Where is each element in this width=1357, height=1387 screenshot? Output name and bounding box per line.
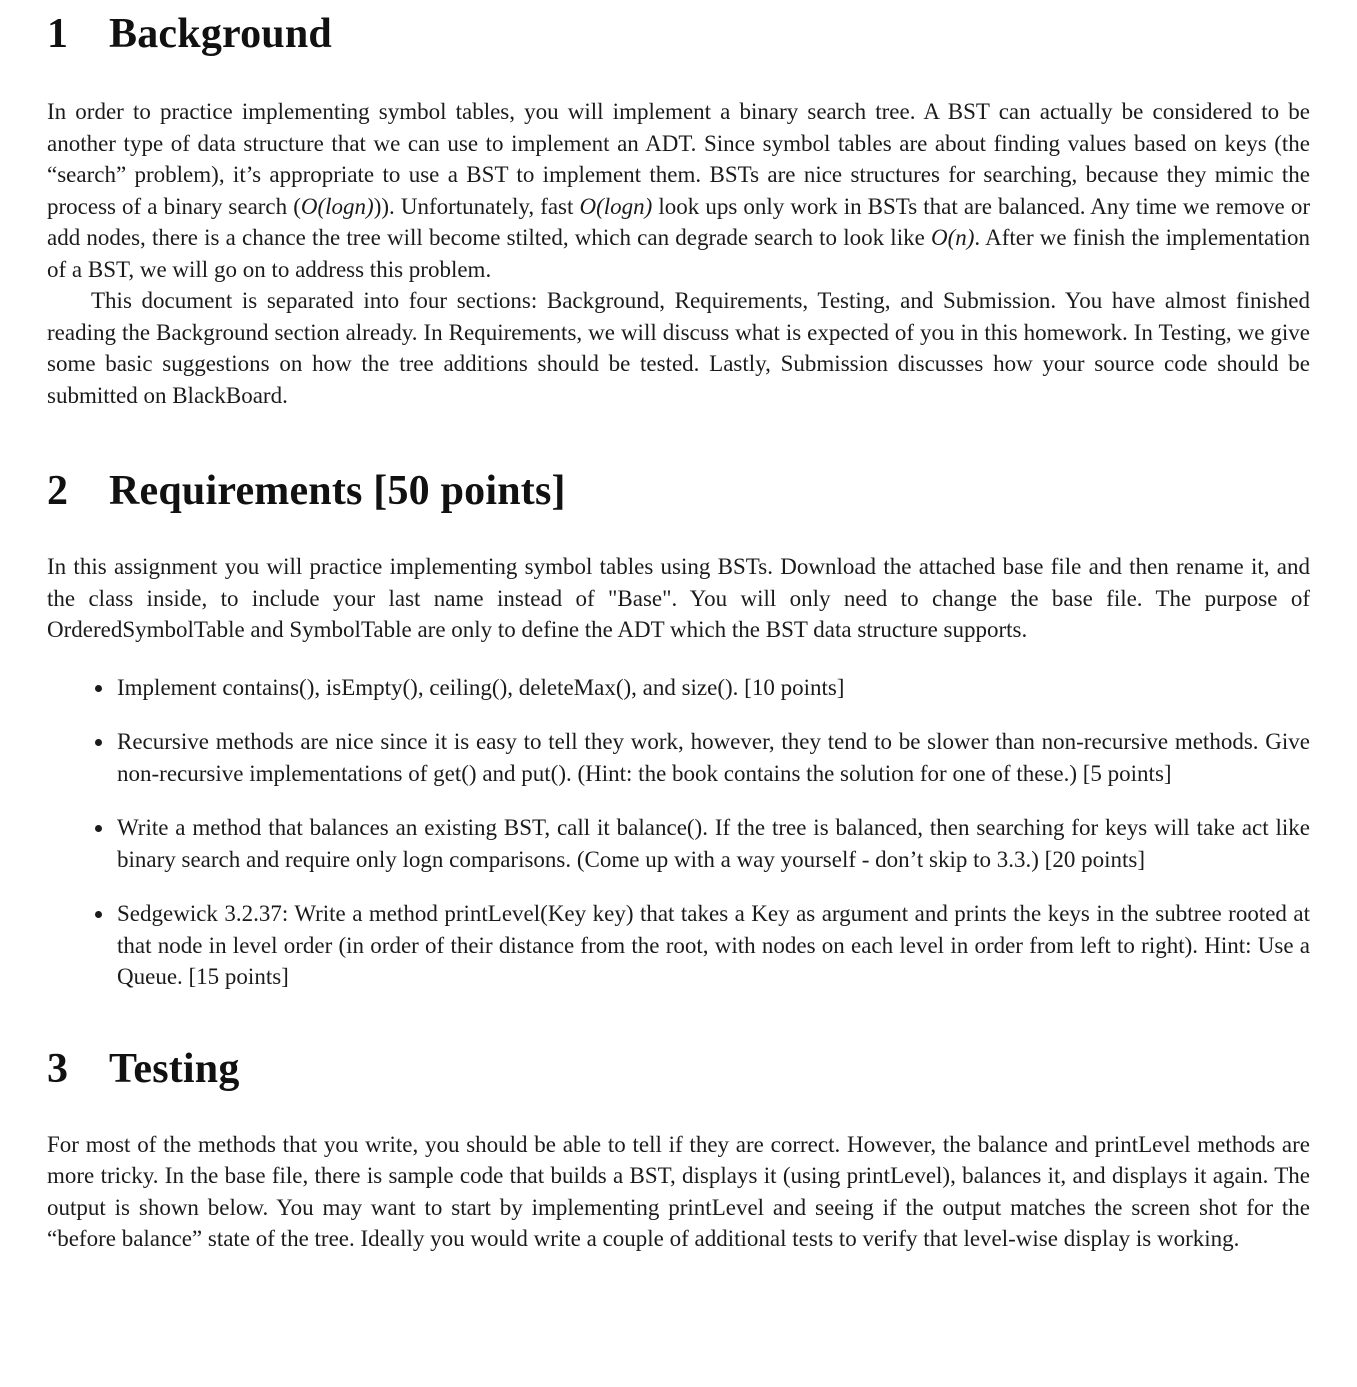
requirements-intro-paragraph <box>47 551 1310 646</box>
text-segment: look ups only work in BSTs that are balanced. Any time we remove or add nodes, there is a chance the tree will become stilted, which can degrade search to look like <box>47 193 1310 251</box>
requirements-bullet-list <box>47 672 1310 993</box>
section-background <box>47 12 1310 411</box>
section-2-number: 2 <box>47 468 69 515</box>
math-inline: O(logn) <box>579 193 653 219</box>
text-segment: Implement contains(), isEmpty(), ceiling(), deleteMax(), and size(). [10 points] <box>117 674 845 700</box>
text-segment: Recursive methods are nice since it is easy to tell they work, however, they tend to be slower than non-recursive methods. Give non-recursive implementations of get() and put(). (Hint: the book contains the solution for one of these.) [5 points] <box>117 729 1310 786</box>
requirement-item-nonrecursive <box>115 726 1310 789</box>
section-2-heading <box>47 469 1310 513</box>
background-paragraph-2 <box>47 285 1310 411</box>
section-3-number: 3 <box>47 1045 69 1092</box>
text-segment: Write a method that balances an existing BST, call it balance(). If the tree is balanced, then searching for keys will take act like binary search and require only logn comparisons. (Come up with a way yourself - don’t skip to 3.3.) [20 points] <box>117 815 1310 872</box>
text-segment: Sedgewick 3.2.37: Write a method printLevel(Key key) that takes a Key as argument and prints the keys in the subtree rooted at that node in level order (in order of their distance from the root, with nodes on each level in order from left to right). Hint: Use a Queue. [15 points] <box>117 901 1310 990</box>
section-1-title: Background <box>109 11 332 57</box>
section-2-title: Requirements [50 points] <box>109 468 566 515</box>
text-segment: In this assignment you will practice implementing symbol tables using BSTs. Download the attached base file and then rename it, and the class inside, to include your last name instead of "Base". You will only need to change the base file. The purpose of OrderedSymbolTable and SymbolTable are only to define the ADT which the BST data structure supports. <box>47 554 1310 643</box>
background-paragraph-1 <box>47 96 1310 285</box>
text-segment: For most of the methods that you write, you should be able to tell if they are correct. However, the balance and printLevel methods are more tricky. In the base file, there is sample code that builds a BST, displays it (using printLevel), balances it, and displays it again. The output is shown below. You may want to start by implementing printLevel and seeing if the output matches the screen shot for the “before balance” state of the tree. Ideally you would write a couple of additional tests to verify that level-wise display is working. <box>47 1131 1310 1252</box>
text-segment: In order to practice implementing symbol tables, you will implement a binary search tree. A BST can actually be considered to be another type of data structure that we can use to implement an ADT. Since symbol tables are about finding values based on keys (the “search” problem), it’s appropriate to use a BST to implement them. BSTs are nice structures for searching, because they mimic the process of a binary search ( <box>47 99 1310 219</box>
section-1-number: 1 <box>47 11 69 57</box>
math-inline: O(logn) <box>300 193 374 219</box>
text-segment: . After we finish the implementation of a BST, we will go on to address this problem. <box>47 225 1311 282</box>
requirement-item-balance <box>115 812 1310 875</box>
testing-paragraph <box>47 1129 1310 1255</box>
section-3-heading <box>47 1047 1310 1091</box>
text-segment: )). Unfortunately, fast <box>373 193 580 219</box>
section-testing <box>47 1047 1310 1255</box>
math-inline: O(n) <box>930 225 975 251</box>
requirement-item-implement-methods <box>115 672 1310 704</box>
requirement-item-printlevel <box>115 898 1310 993</box>
section-1-heading <box>47 12 1310 56</box>
text-segment: This document is separated into four sections: Background, Requirements, Testing, and Submission. You have almost finished reading the Background section already. In Requirements, we will discuss what is expected of you in this homework. In Testing, we give some basic suggestions on how the tree additions should be tested. Lastly, Submission discusses how your source code should be submitted on BlackBoard. <box>47 288 1310 408</box>
section-3-title: Testing <box>109 1045 240 1092</box>
section-requirements <box>47 469 1310 993</box>
